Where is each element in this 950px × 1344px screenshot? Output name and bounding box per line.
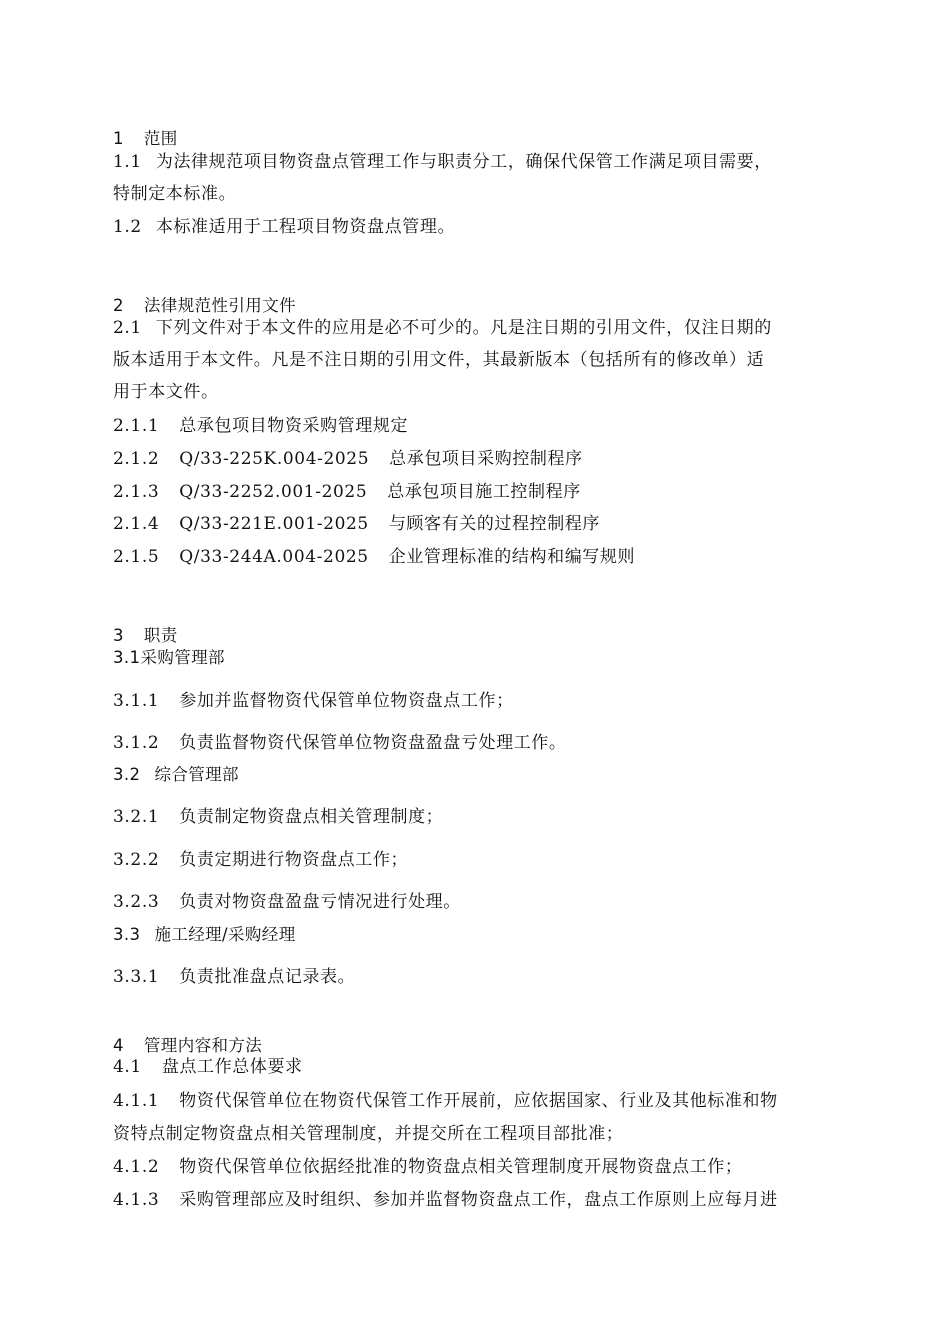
- clause-3-2-3: 3.2.3 负责对物资盘盈盘亏情况进行处理。: [113, 892, 461, 912]
- section-heading-2: 2 法律规范性引用文件: [113, 296, 297, 315]
- clause-3-2-2: 3.2.2 负责定期进行物资盘点工作；: [113, 850, 409, 870]
- clause-2-1-4: 2.1.4 Q/33-221E.001-2025 与顾客有关的过程控制程序: [113, 514, 601, 534]
- clause-4-1-1-cont: 资特点制定物资盘点相关管理制度，并提交所在工程项目部批准；: [113, 1124, 624, 1144]
- clause-2-1-3: 2.1.3 Q/33-2252.001-2025 总承包项目施工控制程序: [113, 482, 581, 502]
- clause-3-1: 3.1采购管理部: [113, 648, 225, 667]
- clause-2-1-cont2: 用于本文件。: [113, 382, 219, 402]
- clause-4-1-3: 4.1.3 采购管理部应及时组织、参加并监督物资盘点工作，盘点工作原则上应每月进: [113, 1190, 778, 1210]
- clause-4-1-2: 4.1.2 物资代保管单位依据经批准的物资盘点相关管理制度开展物资盘点工作；: [113, 1157, 743, 1177]
- clause-2-1-5: 2.1.5 Q/33-244A.004-2025 企业管理标准的结构和编写规则: [113, 547, 636, 567]
- clause-1-2: 1.2 本标准适用于工程项目物资盘点管理。: [113, 217, 456, 237]
- clause-3-2-1: 3.2.1 负责制定物资盘点相关管理制度；: [113, 807, 444, 827]
- clause-4-1-1: 4.1.1 物资代保管单位在物资代保管工作开展前，应依据国家、行业及其他标准和物: [113, 1091, 778, 1111]
- clause-4-1: 4.1 盘点工作总体要求: [113, 1057, 303, 1077]
- clause-2-1: 2.1 下列文件对于本文件的应用是必不可少的。凡是注日期的引用文件，仅注日期的: [113, 318, 772, 338]
- clause-3-1-2: 3.1.2 负责监督物资代保管单位物资盘盈盘亏处理工作。: [113, 733, 567, 753]
- clause-2-1-1: 2.1.1 总承包项目物资采购管理规定: [113, 416, 409, 436]
- clause-1-1-cont: 特制定本标准。: [113, 184, 237, 204]
- clause-1-1: 1.1 为法律规范项目物资盘点管理工作与职责分工，确保代保管工作满足项目需要，: [113, 152, 772, 172]
- section-heading-3: 3 职责: [113, 626, 178, 645]
- clause-2-1-cont1: 版本适用于本文件。凡是不注日期的引用文件，其最新版本（包括所有的修改单）适: [113, 350, 765, 370]
- clause-3-1-1: 3.1.1 参加并监督物资代保管单位物资盘点工作；: [113, 691, 514, 711]
- section-heading-1: 1 范围: [113, 129, 178, 148]
- section-heading-4: 4 管理内容和方法: [113, 1036, 263, 1055]
- clause-3-3: 3.3 施工经理/采购经理: [113, 925, 296, 944]
- clause-2-1-2: 2.1.2 Q/33-225K.004-2025 总承包项目采购控制程序: [113, 449, 583, 469]
- clause-3-2: 3.2 综合管理部: [113, 765, 239, 784]
- clause-3-3-1: 3.3.1 负责批准盘点记录表。: [113, 967, 356, 987]
